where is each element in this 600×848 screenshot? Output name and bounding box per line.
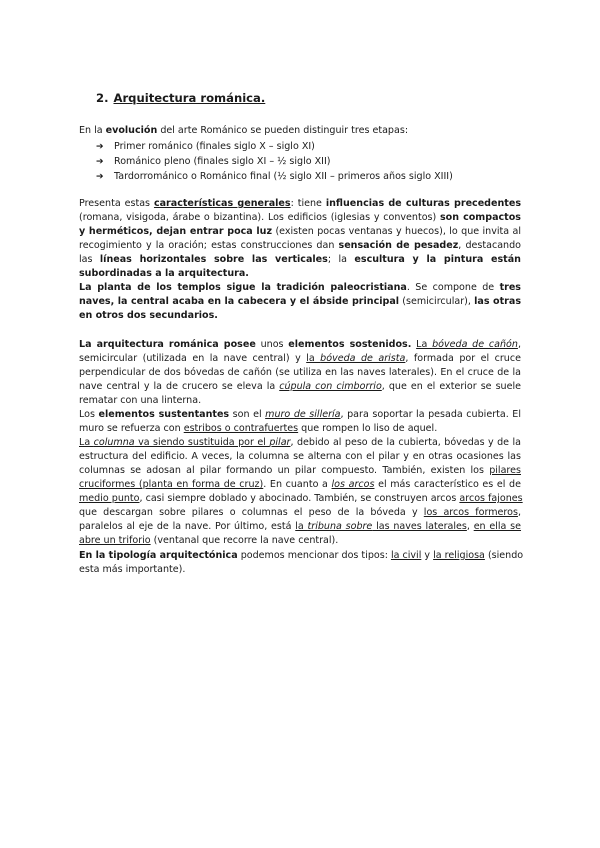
text-span: evolución xyxy=(105,125,158,136)
text-span: muro se refuerza con xyxy=(79,423,184,434)
text-span: los arcos xyxy=(331,479,375,490)
text-line xyxy=(79,366,521,380)
text-line xyxy=(79,295,521,309)
text-span: la xyxy=(306,353,321,364)
text-span: (existen pocas ventanas y huecos), lo que invita al xyxy=(272,226,522,237)
section-heading xyxy=(96,91,265,105)
text-span: y xyxy=(421,550,434,561)
text-span: escultura y la pintura están xyxy=(354,254,521,265)
text-span: muro de sillería xyxy=(265,409,341,420)
text-line xyxy=(79,478,521,492)
text-line xyxy=(79,338,521,352)
text-span: tres xyxy=(499,282,521,293)
text-line xyxy=(79,309,218,323)
text-span: Tardorrománico o Románico final (½ siglo XII – primeros años siglo XIII) xyxy=(114,171,453,182)
text-span: la civil xyxy=(390,550,422,561)
text-span: La arquitectura románica posee xyxy=(79,339,256,350)
arrow-right-icon: ➔ xyxy=(96,142,104,152)
text-span: pilar xyxy=(269,437,291,448)
text-span: nave central y la de crucero se eleva la xyxy=(79,381,280,392)
arrow-right-icon: ➔ xyxy=(96,157,104,167)
text-span: bóveda de cañón xyxy=(432,339,518,350)
text-span: va siendo sustituida por el xyxy=(134,437,270,448)
text-span: abre un triforio xyxy=(79,535,151,546)
text-span: que rompen lo liso de aquel. xyxy=(298,423,438,434)
text-span: subordinadas a la arquitectura. xyxy=(79,268,249,279)
text-line xyxy=(79,211,521,225)
text-span: Primer románico (finales siglo X – siglo XI) xyxy=(114,141,315,152)
text-line xyxy=(79,352,521,366)
text-span: recogimiento y la oración; estas construcciones dan xyxy=(79,240,339,251)
text-span: En la xyxy=(79,125,106,136)
text-span: Los xyxy=(79,409,99,420)
text-span: (ventanal que recorre la nave central). xyxy=(150,535,339,546)
text-span: estructura del edificio. A veces, la columna se alterna con el pilar y en otras ocasiones las xyxy=(79,451,521,462)
text-span: cúpula con cimborrio xyxy=(279,381,382,392)
text-span: tribuna sobre xyxy=(307,521,373,532)
list-item xyxy=(96,140,315,154)
text-span: sensación de pesadez xyxy=(338,240,459,251)
text-span: las otras xyxy=(474,296,522,307)
text-span: , formada por el cruce xyxy=(405,353,521,364)
text-span: , xyxy=(517,339,521,350)
heading-title: Arquitectura románica. xyxy=(113,91,266,105)
text-span: , que en el exterior se suele xyxy=(381,381,522,392)
text-span: En la tipología arquitectónica xyxy=(79,550,238,561)
text-span: características generales xyxy=(153,198,291,209)
text-line xyxy=(79,239,521,253)
text-line xyxy=(79,197,521,211)
text-span: la xyxy=(295,521,308,532)
text-span: paralelos al eje de la nave. Por último, está xyxy=(79,521,296,532)
text-line xyxy=(79,267,249,281)
text-line xyxy=(79,436,521,450)
arrow-right-icon: ➔ xyxy=(96,172,104,182)
text-span: , debido al peso de la cubierta, bóvedas y de la xyxy=(290,437,522,448)
text-span: La xyxy=(416,339,433,350)
text-span: estribos o contrafuertes xyxy=(183,423,299,434)
text-line xyxy=(79,408,521,422)
text-span: . Se compone de xyxy=(406,282,500,293)
text-span: esta más importante). xyxy=(79,564,186,575)
text-line xyxy=(79,422,437,436)
text-span: son compactos xyxy=(440,212,521,223)
text-line xyxy=(79,492,521,506)
text-line xyxy=(79,225,521,239)
text-span: en ella se xyxy=(473,521,522,532)
text-span: columnas se adosan al pilar formando un pilar compuesto. También, existen los xyxy=(79,465,490,476)
text-span: , xyxy=(517,507,521,518)
text-span: cruciformes (planta en forma de cruz) xyxy=(79,479,264,490)
text-span: influencias de culturas precedentes xyxy=(325,198,522,209)
text-span: , casi siempre doblado y abocinado. También, se construyen arcos xyxy=(139,493,460,504)
text-span: (siendo xyxy=(484,550,524,561)
text-span: y herméticos, dejan entrar poca luz xyxy=(79,226,273,237)
text-span: las naves laterales xyxy=(372,521,467,532)
text-span: unos xyxy=(255,339,289,350)
text-span: elementos sustentantes xyxy=(98,409,230,420)
text-span: La xyxy=(79,437,94,448)
text-span: elementos sostenidos. xyxy=(288,339,412,350)
text-line xyxy=(79,394,201,408)
text-span: naves, la central acaba en la cabecera y el ábside principal xyxy=(79,296,400,307)
text-span: : tiene xyxy=(290,198,326,209)
text-span: bóveda de arista xyxy=(320,353,406,364)
text-span: , destacando xyxy=(458,240,521,251)
text-span: del arte Románico se pueden distinguir tres etapas: xyxy=(157,125,409,136)
list-item xyxy=(96,170,453,184)
text-span: La planta de los templos sigue la tradición paleocristiana xyxy=(79,282,407,293)
text-span: rematar con una linterna. xyxy=(79,395,202,406)
text-span: semicircular (utilizada en la nave central) y xyxy=(79,353,307,364)
intro-paragraph xyxy=(79,124,408,138)
text-line xyxy=(79,563,185,577)
text-line xyxy=(79,464,521,478)
heading-number: 2. xyxy=(96,91,109,105)
text-span: podemos mencionar dos tipos: xyxy=(237,550,391,561)
text-span: (romana, visigoda, árabe o bizantina). Los edificios (iglesias y conventos) xyxy=(79,212,440,223)
text-span: Románico pleno (finales siglo XI – ½ siglo XII) xyxy=(114,156,331,167)
text-span: que descargan sobre pilares o columnas el peso de la bóveda y xyxy=(79,507,424,518)
list-item xyxy=(96,155,331,169)
text-line xyxy=(79,450,521,464)
text-line xyxy=(79,520,521,534)
text-line xyxy=(79,549,524,563)
text-span: , xyxy=(466,521,474,532)
text-span: pilares xyxy=(489,465,521,476)
text-span: en otros dos secundarios. xyxy=(79,310,218,321)
text-span: perpendicular de dos bóvedas de cañón (se utiliza en las naves laterales). En el cruce de la xyxy=(79,367,521,378)
text-line xyxy=(79,534,338,548)
text-span: , para soportar la pesada cubierta. El xyxy=(340,409,521,420)
text-span: la religiosa xyxy=(433,550,485,561)
text-span: son el xyxy=(229,409,266,420)
text-line xyxy=(79,506,521,520)
text-span: (semicircular), xyxy=(399,296,475,307)
text-span: Presenta estas xyxy=(79,198,154,209)
text-line xyxy=(79,380,521,394)
text-span: los arcos formeros xyxy=(423,507,518,518)
text-span: arcos fajones xyxy=(459,493,523,504)
text-span: líneas horizontales sobre las verticales xyxy=(99,254,328,265)
text-span: . En cuanto a xyxy=(263,479,332,490)
text-line xyxy=(79,281,521,295)
text-span: medio punto xyxy=(79,493,140,504)
text-span: el más característico es el de xyxy=(374,479,521,490)
text-span: columna xyxy=(93,437,135,448)
text-span: las xyxy=(79,254,100,265)
text-span: ; la xyxy=(327,254,355,265)
text-line xyxy=(79,253,521,267)
